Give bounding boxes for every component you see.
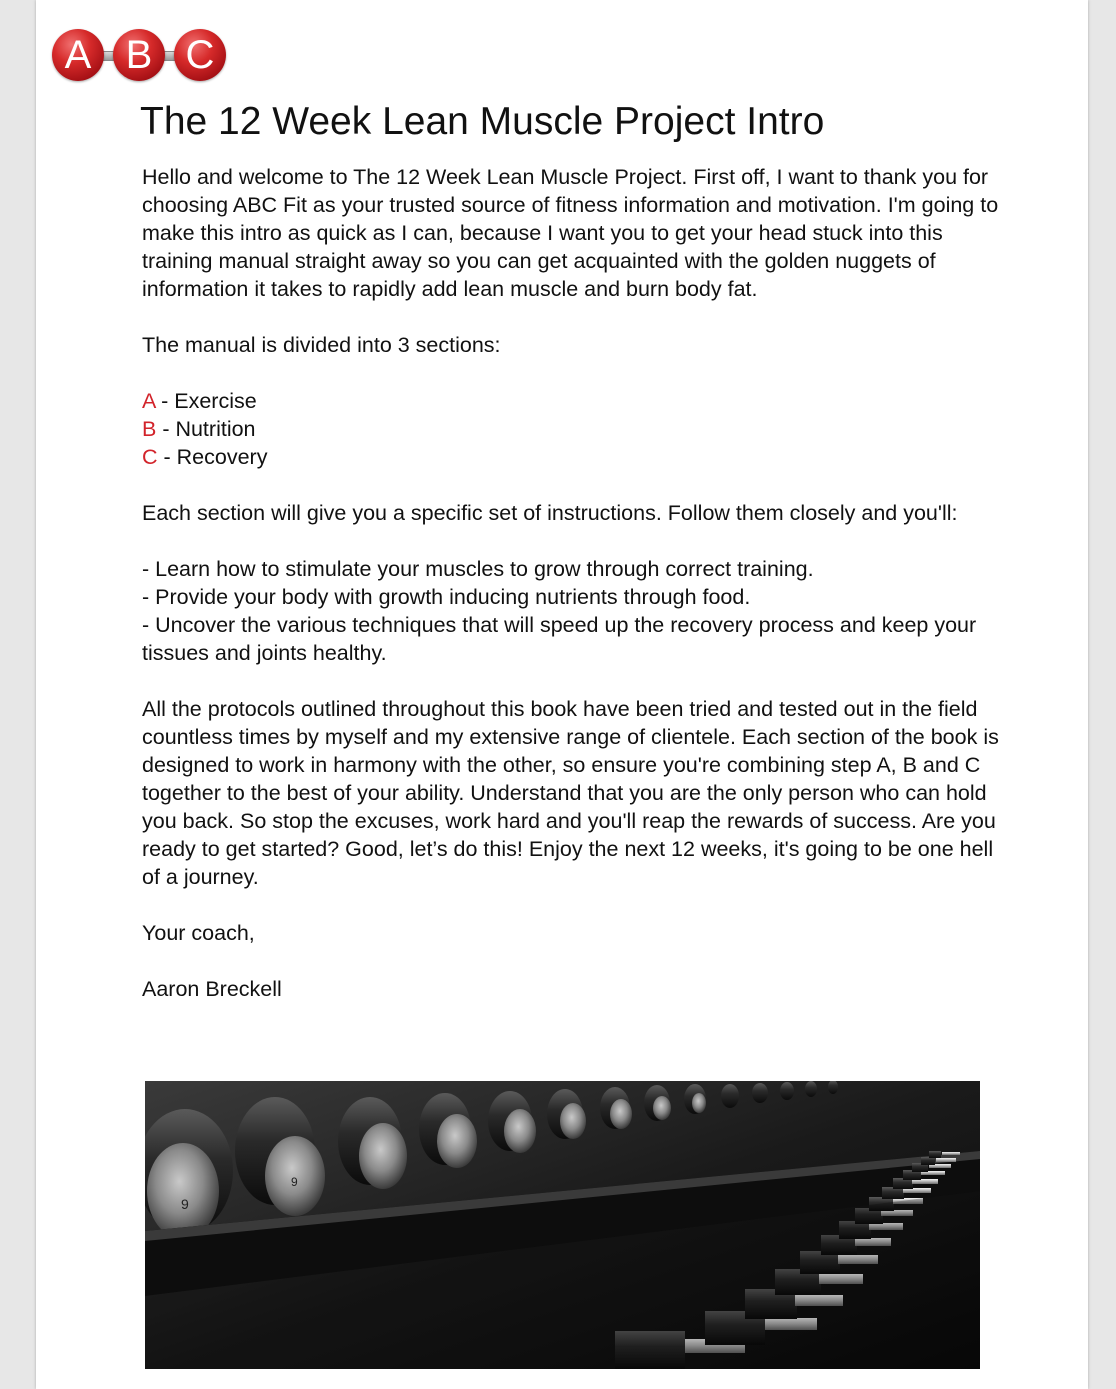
outcomes-list bbox=[142, 555, 1002, 667]
protocols-paragraph: All the protocols outlined throughout this book have been tried and tested out in the field countless times by myself and my extensive range of clientele. Each section of the book is designed to work in harmony with the other, so ensure you're combining step A, B and C together to the best of your ability. Understand that you are the only person who can hold you back. So stop the excuses, work hard and you'll reap the rewards of success. Are you ready to get started? Good, let’s do this! Enjoy the next 12 weeks, it's going to be one hell of a journey. bbox=[142, 697, 999, 889]
intro-paragraph: Hello and welcome to The 12 Week Lean Muscle Project. First off, I want to thank you for choosing ABC Fit as your trusted source of fitness information and motivation. I'm going to make this intro as quick as I can, because I want you to get your head stuck into this training manual straight away so you can get acquainted with the golden nuggets of information it takes to rapidly add lean muscle and burn body fat. bbox=[142, 165, 999, 301]
section-label: - Nutrition bbox=[156, 417, 256, 441]
sections-intro: The manual is divided into 3 sections: bbox=[142, 333, 501, 357]
list-item: - Provide your body with growth inducing nutrients through food. bbox=[142, 585, 751, 609]
list-item: - Learn how to stimulate your muscles to grow through correct training. bbox=[142, 557, 814, 581]
logo-letter-a: A bbox=[52, 29, 104, 81]
dumbbell-rack-photo bbox=[145, 1081, 980, 1369]
instructions-paragraph: Each section will give you a specific set of instructions. Follow them closely and you'll: bbox=[142, 501, 958, 525]
section-item-nutrition bbox=[142, 415, 1002, 443]
abc-logo bbox=[52, 29, 226, 81]
section-item-exercise bbox=[142, 387, 1002, 415]
signoff: Your coach, bbox=[142, 921, 255, 945]
section-label: - Exercise bbox=[155, 389, 257, 413]
sections-list bbox=[142, 387, 1002, 471]
signature-name: Aaron Breckell bbox=[142, 977, 282, 1001]
section-letter: B bbox=[142, 417, 157, 441]
logo-letter-b: B bbox=[113, 29, 165, 81]
page-title: The 12 Week Lean Muscle Project Intro bbox=[140, 100, 825, 143]
logo-letter-c: C bbox=[174, 29, 226, 81]
list-item: - Uncover the various techniques that will speed up the recovery process and keep your tissues and joints healthy. bbox=[142, 613, 977, 665]
section-letter: C bbox=[142, 445, 158, 469]
section-letter: A bbox=[142, 389, 156, 413]
section-item-recovery bbox=[142, 443, 1002, 471]
weight-label: 9 bbox=[181, 1196, 189, 1212]
article-body bbox=[142, 163, 1002, 1031]
document-page bbox=[36, 0, 1088, 1389]
weight-label: 9 bbox=[291, 1175, 298, 1189]
dumbbell-rack-illustration bbox=[145, 1081, 980, 1369]
section-label: - Recovery bbox=[157, 445, 268, 469]
